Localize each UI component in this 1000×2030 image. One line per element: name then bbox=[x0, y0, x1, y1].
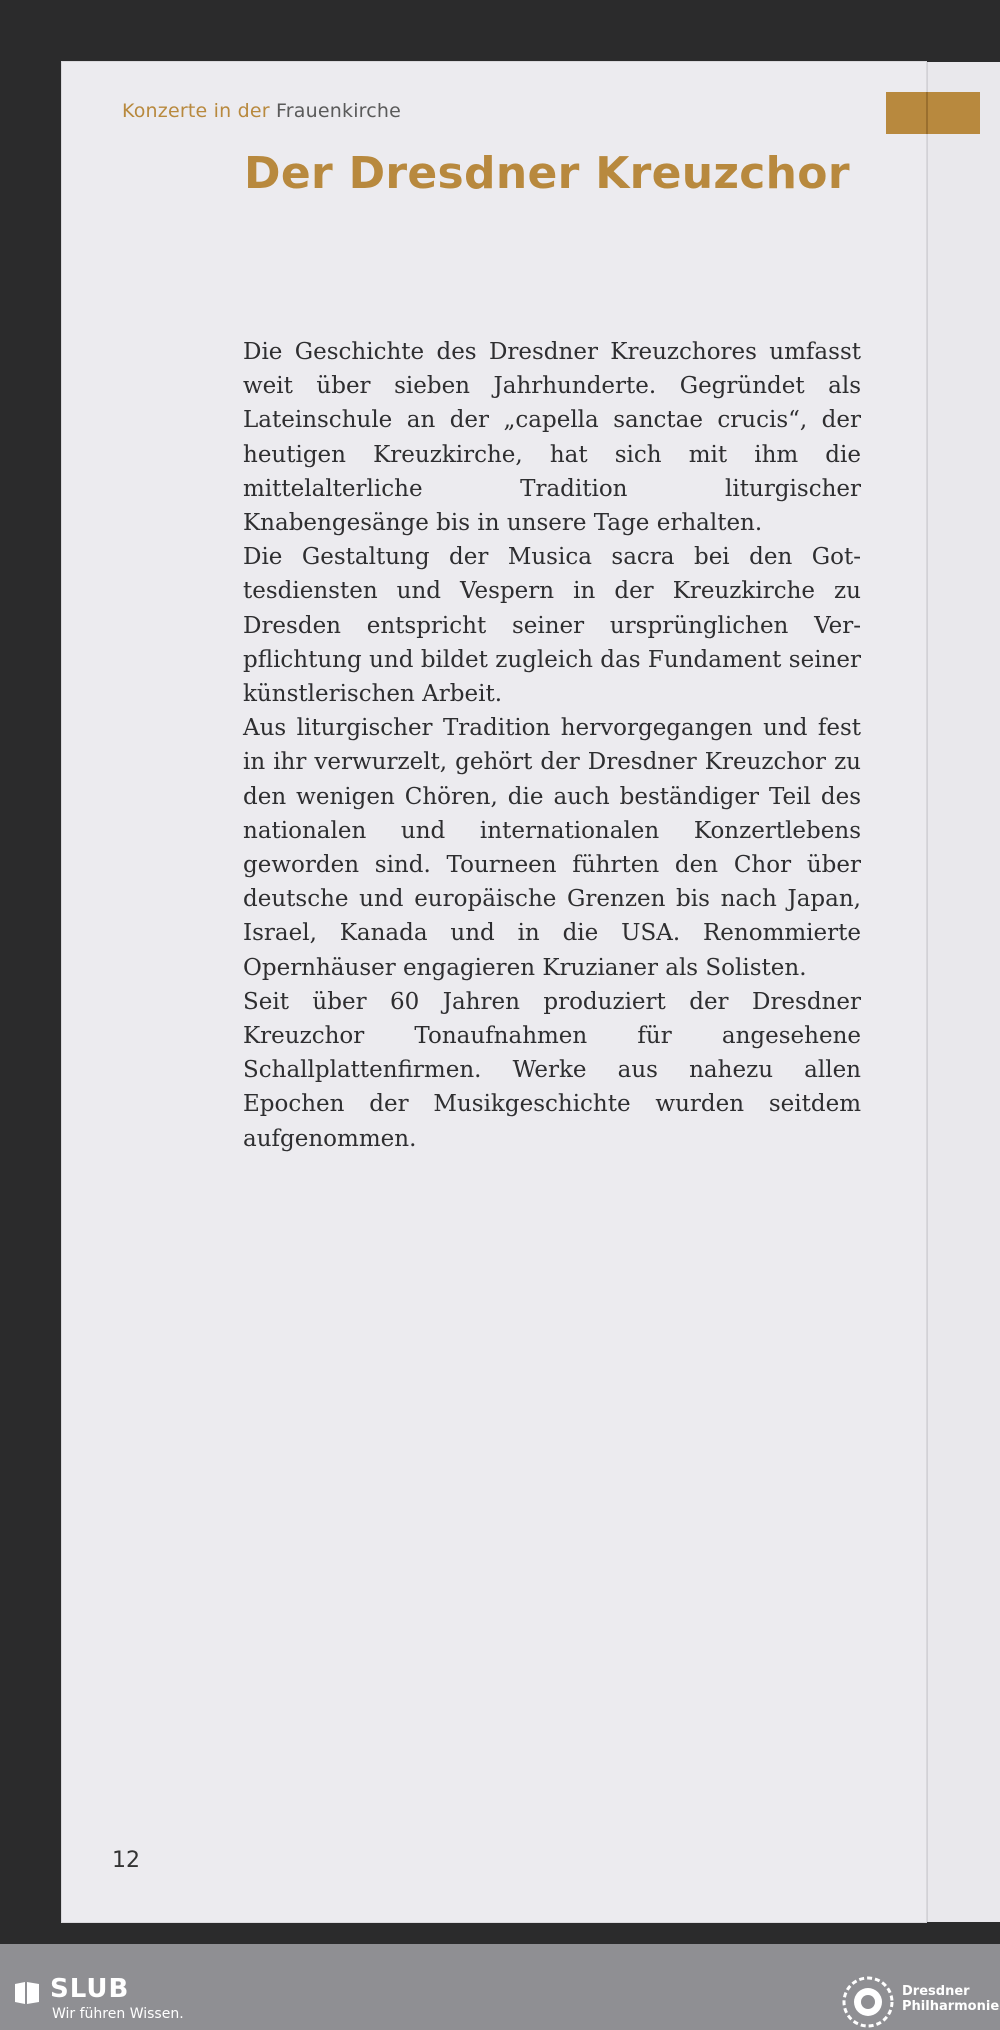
header-series-prefix: Konzerte in der bbox=[122, 100, 270, 122]
header-series-name: Frauenkirche bbox=[276, 100, 402, 122]
slub-book-icon bbox=[14, 1980, 40, 2006]
page-number: 12 bbox=[112, 1848, 140, 1873]
section-color-tab bbox=[886, 92, 980, 134]
page-fold-line bbox=[926, 92, 928, 134]
partner-line-2: Philharmonie bbox=[902, 1999, 1000, 2014]
slub-logo-text[interactable]: SLUB bbox=[50, 1974, 130, 2004]
article-body bbox=[243, 335, 861, 1156]
paragraph-concerts: Aus liturgischer Tradition hervorgegangen und fest in ihr verwurzelt, gehört der Dresdner Kreuzchor zu den wenigen Chören, die auch beständiger Teil des nationalen und internationalen Konzertlebens geworden sind. Tourneen führten den Chor über deutsche und europäische Grenzen bis nach Japan, Israel, Kanada und in die USA. Renommierte Opernhäuser engagieren Kruzianer als Solisten. bbox=[243, 715, 861, 981]
paragraph-history: Die Geschichte des Dresdner Kreuzchores umfasst weit über sieben Jahrhunderte. Gegründet als Lateinschule an der „capella sanctae crucis“, der heutigen Kreuzkirche, hat sich mit ihm die mittelalterliche Tradition liturgischer Knabengesänge bis in unsere Tage erhalten. bbox=[243, 339, 861, 537]
philharmonie-emblem-icon bbox=[842, 1976, 894, 2028]
page-title: Der Dresdner Kreuzchor bbox=[244, 148, 850, 199]
partner-line-1: Dresdner bbox=[902, 1984, 970, 1999]
slub-tagline: Wir führen Wissen. bbox=[52, 2006, 184, 2022]
footer-bar bbox=[0, 1944, 1000, 2030]
adjacent-page-edge bbox=[926, 62, 1000, 1922]
running-header bbox=[122, 100, 401, 122]
partner-logo-text[interactable] bbox=[902, 1984, 998, 2014]
paragraph-recordings: Seit über 60 Jahren produziert der Dresdner Kreuzchor Tonaufnahmen für angesehene Schallplattenfirmen. Werke aus nahezu allen Epochen der Musikgeschichte wurden seitdem aufgenommen. bbox=[243, 988, 861, 1152]
paragraph-liturgy: Die Gestaltung der Musica sacra bei den Gottesdiensten und Vespern in der Kreuzkirche zu Dresden entspricht seiner ursprünglichen Verpflichtung und bildet zugleich das Fundament seiner künstlerischen Arbeit. bbox=[243, 544, 861, 708]
